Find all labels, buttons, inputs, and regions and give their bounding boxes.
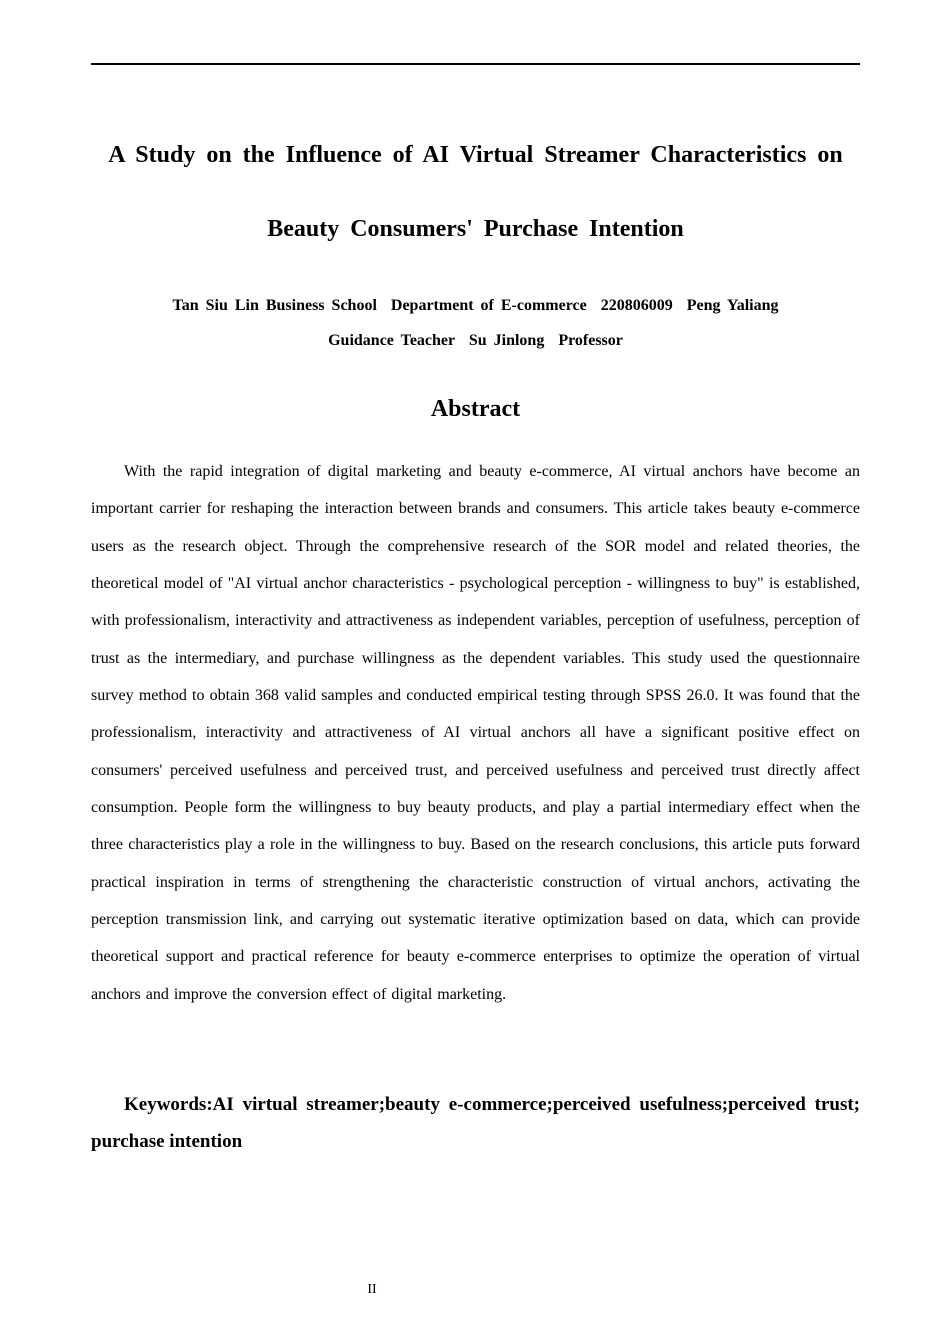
abstract-body: With the rapid integration of digital marketing and beauty e-commerce, AI virtual anchors have become an important carrier for reshaping the interaction between brands and consumers. This article takes beauty e-commerce users as the research object. Through the comprehensive research of the SOR model and related theories, the theoretical model of "AI virtual anchor characteristics - psychological perception - willingness to buy" is established, with professionalism, interactivity and attractiveness as independent variables, perception of usefulness, perception of trust as the intermediary, and purchase willingness as the dependent variables. This study used the questionnaire survey method to obtain 368 valid samples and conducted empirical testing through SPSS 26.0. It was found that the professionalism, interactivity and attractiveness of AI virtual anchors all have a significant positive effect on consumers' perceived usefulness and perceived trust, and perceived usefulness and perceived trust directly affect consumption. People form the willingness to buy beauty products, and play a partial intermediary effect when the three characteristics play a role in the willingness to buy. Based on the research conclusions, this article puts forward practical inspiration in terms of strengthening the characteristic construction of virtual anchors, activating the perception transmission link, and carrying out systematic iterative optimization based on data, which can provide theoretical support and practical reference for beauty e-commerce enterprises to optimize the operation of virtual anchors and improve the conversion effect of digital marketing. [91, 463, 860, 1003]
abstract-heading: Abstract [430, 396, 521, 422]
page-number: II [367, 1282, 377, 1297]
paper-title-line-1: A Study on the Influence of AI Virtual Streamer Characteristics on [108, 142, 843, 168]
author-block [91, 288, 860, 358]
header-rule [91, 63, 860, 65]
author-affiliation-line: Tan Siu Lin Business School Department of E-commerce 220806009 Peng Yaliang [172, 297, 779, 314]
paper-title-line-2: Beauty Consumers' Purchase Intention [267, 216, 684, 242]
advisor-line: Guidance Teacher Su Jinlong Professor [328, 332, 623, 349]
keywords-line: Keywords:AI virtual streamer;beauty e-commerce;perceived usefulness;perceived trust; purchase intention [91, 1094, 860, 1152]
paper-title [91, 118, 860, 266]
